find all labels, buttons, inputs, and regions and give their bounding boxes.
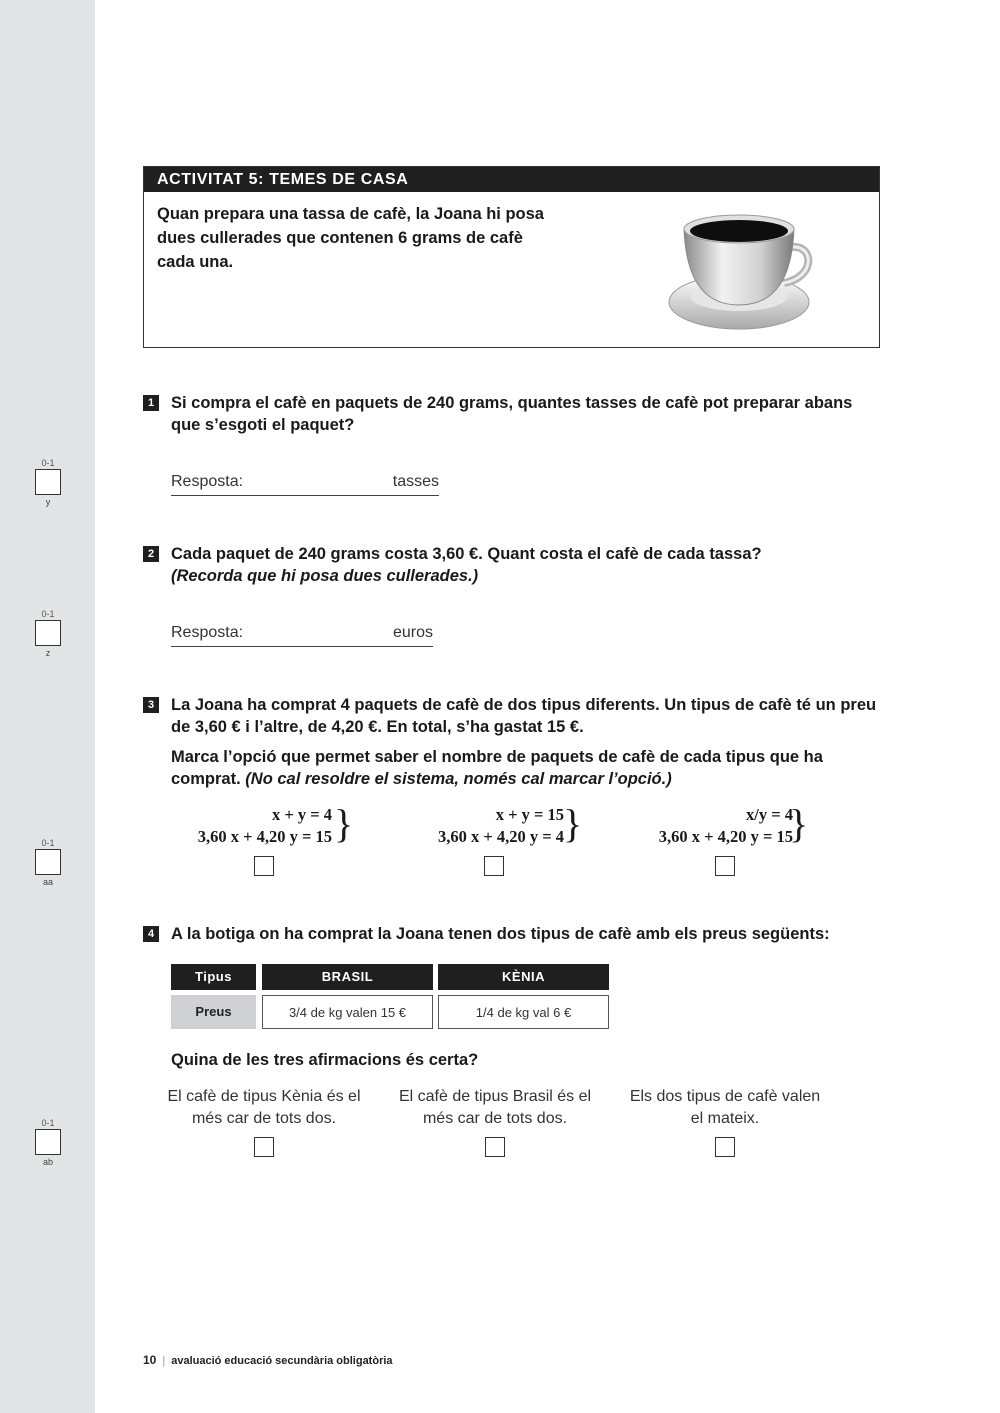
statement-c-checkbox[interactable] [715,1137,735,1157]
score-code: y [45,497,51,507]
answer-field-q2[interactable] [171,624,433,647]
page-footer [143,1353,393,1367]
table-cell-brasil-price: 3/4 de kg valen 15 € [262,995,433,1029]
table-cell-kenia-price: 1/4 de kg val 6 € [438,995,609,1029]
coffee-cup-icon [664,207,814,332]
statement-option-b: El cafè de tipus Brasil és el més car de tots dos. [398,1088,592,1127]
question-text: A la botiga on ha comprat la Joana tenen dos tipus de cafè amb els preus següents: [171,925,830,943]
question-number: 2 [143,546,159,562]
score-checkbox[interactable] [35,849,61,875]
answer-unit: tasses [392,473,439,490]
question-main-text: Cada paquet de 240 grams costa 3,60 €. Quant costa el cafè de cada tassa? [171,545,762,563]
question-4 [143,923,883,945]
page-number: 10 [143,1353,157,1367]
question-instruction [171,746,883,790]
subquestion: Quina de les tres afirmacions és certa? [171,1051,479,1069]
system-option-a [170,804,332,848]
footer-separator: | [162,1355,166,1367]
instruction-text: Marca l’opció que permet saber el nombre de paquets de cafè de cada tipus que ha comprat. [171,748,823,788]
answer-field-q1[interactable] [171,473,439,496]
statement-a-checkbox[interactable] [254,1137,274,1157]
equation-line-1: x/y = 4 [746,805,793,824]
question-text: Si compra el cafè en paquets de 240 grams, quantes tasses de cafè pot preparar abans que s’esgoti el paquet? [171,394,853,434]
footer-text: avaluació educació secundària obligatòria [171,1355,393,1367]
question-2 [143,543,883,587]
score-box-q1 [34,457,62,508]
equation-line-1: x + y = 15 [495,805,564,824]
question-number: 3 [143,697,159,713]
statement-b-checkbox[interactable] [485,1137,505,1157]
activity-box [143,166,880,348]
question-1 [143,392,883,436]
brace-icon: } [789,801,809,846]
question-number: 1 [143,395,159,411]
score-code: z [45,648,51,658]
score-range: 0-1 [41,609,55,619]
instruction-note: (No cal resoldre el sistema, només cal marcar l’opció.) [245,770,672,788]
option-a-checkbox[interactable] [254,856,274,876]
score-box-q3 [34,837,62,888]
score-checkbox[interactable] [35,620,61,646]
answer-unit: euros [392,624,433,641]
score-code: aa [42,877,53,887]
margin-strip [0,0,95,1413]
score-range: 0-1 [41,458,55,468]
score-range: 0-1 [41,1118,55,1128]
answer-label: Resposta: [171,624,244,641]
answer-label: Resposta: [171,473,244,490]
brace-icon: } [563,801,583,846]
score-checkbox[interactable] [35,1129,61,1155]
score-box-q2 [34,608,62,659]
score-code: ab [42,1157,53,1167]
option-b-checkbox[interactable] [484,856,504,876]
system-option-b [400,804,564,848]
question-text: La Joana ha comprat 4 paquets de cafè de dos tipus diferents. Un tipus de cafè té un preu de 3,60 € i l’altre, de 4,20 €. En total, s’ha gastat 15 €. [171,696,877,736]
score-checkbox[interactable] [35,469,61,495]
table-row-label: Preus [171,995,256,1029]
statement-option-c: Els dos tipus de cafè valen el mateix. [629,1088,821,1127]
question-number: 4 [143,926,159,942]
table-header-brasil: BRASIL [262,964,433,990]
activity-title: ACTIVITAT 5: TEMES DE CASA [144,167,879,192]
option-c-checkbox[interactable] [715,856,735,876]
question-note: (Recorda que hi posa dues cullerades.) [171,567,479,585]
question-3 [143,694,883,790]
activity-intro: Quan prepara una tassa de cafè, la Joana hi posa dues cullerades que contenen 6 grams de cafè cada una. [157,205,544,271]
system-option-c [630,804,793,848]
equation-line-2: 3,60 x + 4,20 y = 15 [197,827,332,846]
question-text [171,543,883,587]
table-header-tipus: Tipus [171,964,256,990]
brace-icon: } [334,801,354,846]
equation-line-2: 3,60 x + 4,20 y = 15 [658,827,793,846]
equation-line-2: 3,60 x + 4,20 y = 4 [437,827,564,846]
table-header-kenia: KÈNIA [438,964,609,990]
score-range: 0-1 [41,838,55,848]
equation-line-1: x + y = 4 [271,805,332,824]
statement-option-a: El cafè de tipus Kènia és el més car de tots dos. [167,1088,361,1127]
score-box-q4 [34,1117,62,1168]
